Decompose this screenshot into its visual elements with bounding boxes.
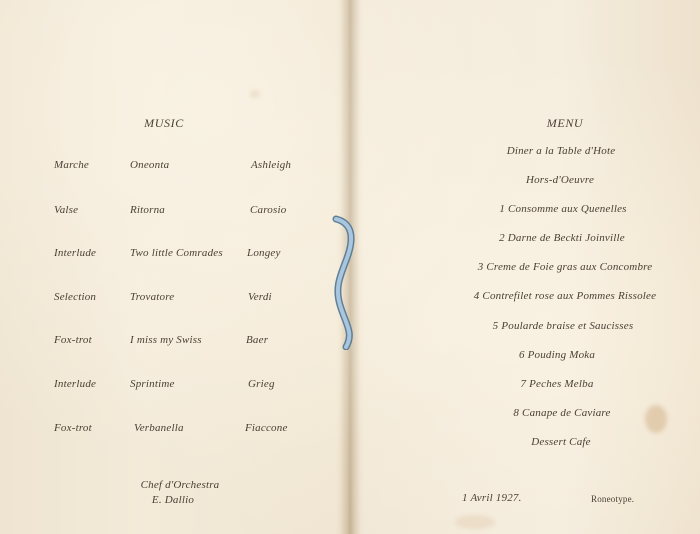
- conductor-title: Chef d'Orchestra: [140, 479, 220, 491]
- menu-line: 4 Contrefilet rose aux Pommes Rissolee: [473, 290, 657, 302]
- music-composer: Grieg: [248, 378, 275, 390]
- music-type: Selection: [54, 291, 97, 303]
- menu-line: 1 Consomme aux Quenelles: [499, 203, 627, 215]
- menu-line: 5 Poularde braise et Saucisses: [492, 320, 634, 332]
- menu-line: 2 Darne de Beckti Joinville: [499, 232, 625, 244]
- music-composer: Baer: [246, 334, 269, 346]
- music-composer: Ashleigh: [251, 159, 292, 171]
- menu-line: 6 Pouding Moka: [518, 349, 596, 361]
- music-composer: Longey: [247, 247, 281, 259]
- menu-line: 8 Canape de Caviare: [513, 407, 611, 419]
- music-composer: Verdi: [248, 291, 272, 303]
- music-heading: MUSIC: [144, 116, 184, 130]
- music-type: Interlude: [54, 378, 97, 390]
- conductor-name: E. Dallio: [151, 494, 195, 506]
- music-title: Trovatore: [130, 291, 175, 303]
- music-title: Ritorna: [130, 204, 166, 216]
- music-type: Valse: [54, 204, 79, 216]
- music-title: Verbanella: [134, 422, 184, 434]
- music-title: Oneonta: [130, 159, 170, 171]
- menu-line: Hors-d'Oeuvre: [525, 174, 595, 186]
- music-type: Marche: [54, 159, 90, 171]
- music-title: I miss my Swiss: [130, 334, 202, 346]
- menu-date: 1 Avril 1927.: [462, 492, 522, 504]
- music-title: Sprintime: [130, 378, 175, 390]
- music-composer: Fiaccone: [245, 422, 288, 434]
- menu-line: 7 Peches Melba: [520, 378, 594, 390]
- stain: [455, 515, 495, 529]
- stain: [250, 90, 260, 98]
- menu-subtitle: Diner a la Table d'Hote: [506, 145, 616, 157]
- music-type: Fox-trot: [54, 422, 92, 434]
- stain: [645, 405, 667, 433]
- menu-line: Dessert Cafe: [531, 436, 591, 448]
- music-type: Interlude: [54, 247, 97, 259]
- blue-ribbon-binding: [324, 215, 364, 350]
- music-title: Two little Comrades: [130, 247, 223, 259]
- music-composer: Carosio: [250, 204, 287, 216]
- music-type: Fox-trot: [54, 334, 92, 346]
- menu-line: 3 Creme de Foie gras aux Concombre: [477, 261, 653, 273]
- printer-mark: Roneotype.: [591, 494, 635, 504]
- menu-heading: MENU: [546, 116, 584, 130]
